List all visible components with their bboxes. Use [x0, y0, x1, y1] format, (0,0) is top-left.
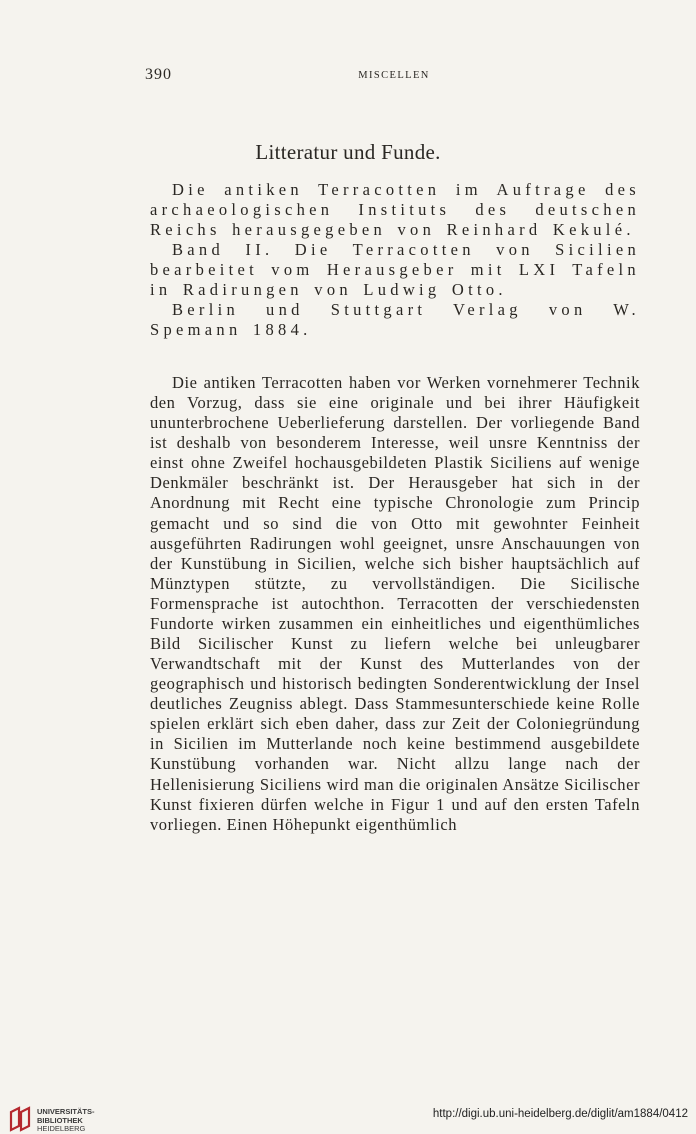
footer — [0, 1092, 696, 1133]
section-title: Litteratur und Funde. — [255, 140, 441, 164]
bibliography-entry — [150, 180, 640, 340]
source-url-link[interactable]: http://digi.ub.uni-heidelberg.de/diglit/am1884/0412 — [432, 1108, 688, 1120]
bibliography-line: Berlin und Stuttgart Verlag von W. Spemann 1884. — [150, 300, 640, 339]
running-title: MISCELLEN — [358, 70, 430, 81]
page-number: 390 — [145, 66, 172, 83]
library-logo-icon — [7, 1106, 33, 1132]
running-head — [145, 66, 643, 88]
bibliography-line: Die antiken Terracotten im Auftrage des archaeologischen Instituts des deutschen Reichs herausgegeben von Reinhard Kekulé. — [150, 180, 640, 239]
library-name-line: HEIDELBERG — [37, 1124, 86, 1133]
body-paragraph: Die antiken Terracotten haben vor Werken vornehmerer Technik den Vorzug, dass sie eine originale und bei ihrer Häufigkeit ununterbrochene Ueberlieferung darstellen. Der vorliegende Band ist deshalb von besonderem Interesse, weil unsre Kenntniss der einst ohne Zweifel hochausgebildeten Plastik Siciliens auf wenige Denkmäler beschränkt ist. Der Herausgeber hat sich in der Anordnung mit Recht eine typische Chronologie zum Princip gemacht und so sind die von Otto mit gewohnter Feinheit ausgeführten Radirungen wohl geeignet, unsre Anschauungen von der Kunstübung in Sicilien, welche sich bisher hauptsächlich auf Münztypen stützte, zu vervollständigen. Die Sicilische Formensprache ist autochthon. Terracotten der verschiedensten Fundorte wirken zusammen ein einheitliches und eigenthümliches Bild Sicilischer Kunst zu liefern welche bei unleugbarer Verwandtschaft mit der Kunst des Mutterlandes von der geographisch und historisch bedingten Sonderentwicklung der Insel deutliches Zeugniss ablegt. Dass Stammesunterschiede keine Rolle spielen erklärt sich eben daher, dass zur Zeit der Coloniegründung in Sicilien im Mutterlande noch keine bestimmend ausgebildete Kunstübung vorhanden war. Nicht allzu lange nach der Hellenisierung Siciliens wird man die originalen Ansätze Sicilischer Kunst fixieren dürfen welche in Figur 1 und auf den ersten Tafeln vorliegen. Einen Höhepunkt eigenthümlich — [150, 373, 640, 834]
library-name — [37, 1108, 95, 1134]
bibliography-line: Band II. Die Terracotten von Sicilien bearbeitet vom Herausgeber mit LXI Tafeln in Radirungen von Ludwig Otto. — [150, 240, 640, 299]
library-name-line: UNIVERSITÄTS- — [37, 1107, 95, 1116]
library-name-line: BIBLIOTHEK — [37, 1115, 83, 1125]
